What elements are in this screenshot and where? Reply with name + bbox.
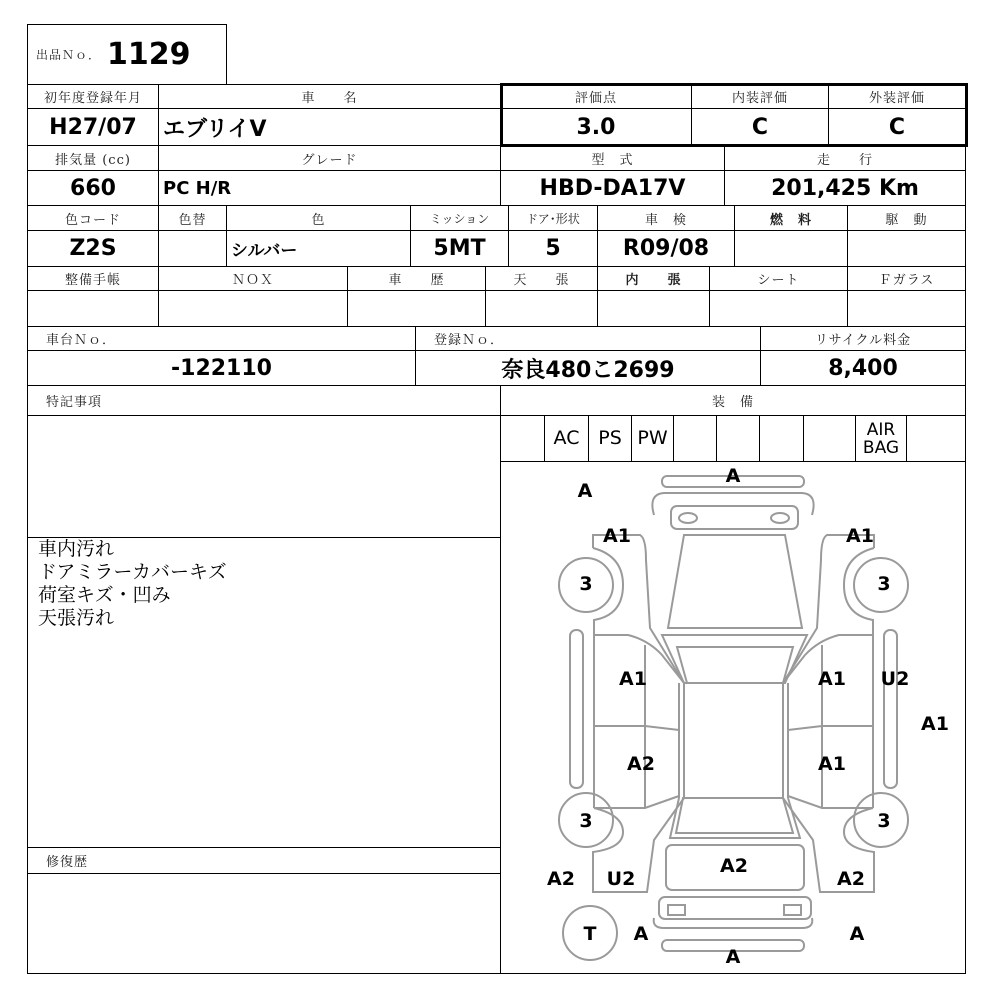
lot-number: 1129 [107,37,191,72]
remark-line: 荷室キズ・凹み [38,584,171,606]
interior-trim-header: 内 張 [597,266,710,291]
drive-header: 駆 動 [847,205,966,231]
spare-tire: T [583,923,597,945]
first-reg-header: 初年度登録年月 [27,84,159,109]
damage-mark-rear-left: A [633,923,649,945]
fuel-header: 燃 料 [734,205,848,231]
repair-header: 修復歴 [27,847,501,874]
color-change-header: 色替 [158,205,227,231]
remark-line: 車内汚れ [38,538,115,560]
damage-mark-front-left: A [577,480,593,502]
equipment-ps: PS [588,415,632,462]
remark-line: 天張汚れ [38,607,115,629]
score-value: 3.0 [500,108,692,146]
model-value: HBD-DA17V [500,170,725,206]
inspection-header: 車 検 [597,205,735,231]
damage-mark-right-side: A1 [921,713,949,735]
damage-mark-left-rear-door: A2 [627,753,655,775]
tire-rear-right: 3 [877,810,891,832]
displacement-header: 排気量 (cc) [27,145,159,171]
history-header: 車 歴 [347,266,486,291]
damage-mark-right-front-door: A1 [818,668,846,690]
ceiling-header: 天 張 [485,266,598,291]
mileage-value: 201,425 Km [724,170,966,206]
equipment-airbag: AIR BAG [855,415,907,462]
damage-mark-left-front-door: A1 [619,668,647,690]
registration-header: 登録Ｎｏ． [415,326,761,351]
tire-rear-left: 3 [579,810,593,832]
remark-line: ドアミラーカバーキズ [38,561,227,583]
damage-mark-rear-right: A [849,923,865,945]
damage-mark-right-rear-door: A1 [818,753,846,775]
damage-mark-right-quarter: A2 [837,868,865,890]
equipment-header: 装 備 [500,385,966,416]
exterior-header: 外装評価 [828,84,966,109]
damage-mark-right-front-fender: A1 [846,525,874,547]
interior-header: 内装評価 [691,84,829,109]
mileage-header: 走 行 [724,145,966,171]
chassis-value: -122110 [27,350,416,386]
seat-header: シート [709,266,848,291]
remarks-header: 特記事項 [27,385,501,416]
grade-value: PC H/R [158,170,501,206]
equipment-ac: AC [544,415,589,462]
equipment-pw: PW [631,415,674,462]
damage-mark-front-bumper: A [725,465,741,487]
first-reg-value: H27/07 [27,108,159,146]
color-code-header: 色コード [27,205,159,231]
damage-mark-tailgate: A2 [720,855,748,877]
lot-label: 出品Ｎｏ． [36,48,102,62]
color-header: 色 [226,205,411,231]
displacement-value: 660 [27,170,159,206]
color-code-value: Z2S [27,230,159,267]
door-header: ドア･形状 [508,205,598,231]
grade-header: グレード [158,145,501,171]
car-name-value: エブリイV [158,108,501,146]
tire-front-right: 3 [877,573,891,595]
exterior-value: C [828,108,966,146]
car-name-header: 車 名 [158,84,501,109]
damage-mark-right-sill: U2 [880,668,910,690]
tire-front-left: 3 [579,573,593,595]
damage-mark-rear-bumper: A [725,946,741,968]
recycle-header: リサイクル料金 [760,326,966,351]
nox-header: ＮＯＸ [158,266,348,291]
damage-mark-left-front-fender: A1 [603,525,631,547]
chassis-header: 車台Ｎｏ． [27,326,416,351]
maintenance-header: 整備手帳 [27,266,159,291]
damage-mark-left-rear: A2 [547,868,575,890]
door-value: 5 [508,230,598,267]
damage-mark-left-quarter: U2 [606,868,636,890]
recycle-value: 8,400 [760,350,966,386]
interior-value: C [691,108,829,146]
model-header: 型 式 [500,145,725,171]
color-value: シルバー [226,230,411,267]
glass-header: Ｆガラス [847,266,966,291]
registration-value: 奈良480こ2699 [415,350,761,386]
inspection-value: R09/08 [597,230,735,267]
mission-value: 5MT [410,230,509,267]
mission-header: ミッション [410,205,509,231]
score-header: 評価点 [500,84,692,109]
